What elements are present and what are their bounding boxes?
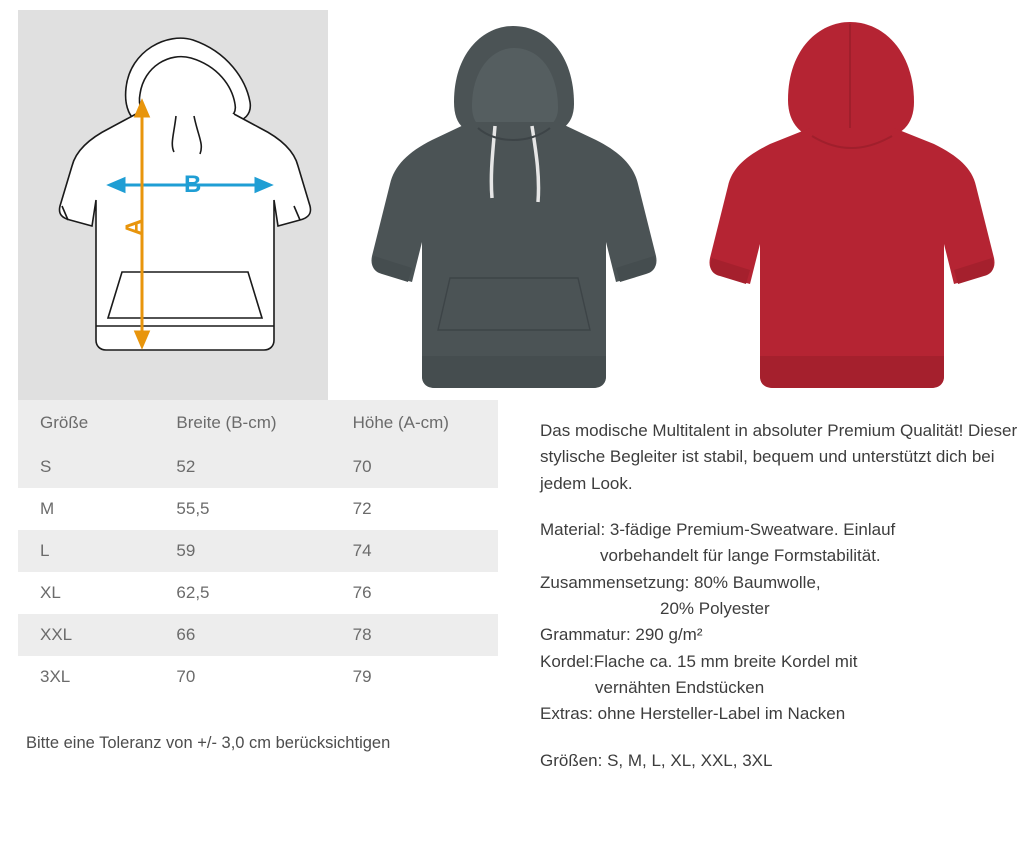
spacer: [540, 728, 1020, 748]
cell-height: 78: [352, 625, 372, 644]
hoodie-back-image: [688, 10, 1008, 400]
cell-width: 55,5: [176, 499, 210, 518]
diagram-label-b: B: [184, 171, 202, 198]
table-row: [18, 656, 498, 698]
table-row: [18, 446, 498, 488]
cell-width: 52: [176, 457, 196, 476]
diagram-label-a: A: [121, 218, 148, 236]
table-header-height: Höhe (A-cm): [352, 413, 449, 432]
size-table: [18, 400, 498, 698]
cell-width: 70: [176, 667, 196, 686]
product-images-strip: [0, 0, 1024, 400]
description-extras: Extras: ohne Hersteller-Label im Nacken: [540, 704, 846, 724]
details-section: [0, 400, 1024, 774]
description-intro: Das modische Multitalent in absoluter Premium Qualität! Dieser stylische Begleiter ist stabil, bequem und unterstützt dich bei jedem Look.: [540, 421, 1018, 493]
description-material-line1: Material: 3-fädige Premium-Sweatware. Einlauf: [540, 520, 896, 540]
measurement-diagram-panel: [18, 10, 328, 400]
description-sizes: Größen: S, M, L, XL, XXL, 3XL: [540, 750, 773, 770]
description-composition-line1: Zusammensetzung: 80% Baumwolle,: [540, 572, 821, 592]
cell-height: 74: [352, 541, 372, 560]
description-composition-line2: 20% Polyester: [660, 599, 770, 619]
hoodie-measure-diagram-icon: [18, 10, 328, 400]
cell-width: 62,5: [176, 583, 210, 602]
hoodie-front-icon: [350, 10, 670, 400]
cell-height: 79: [352, 667, 372, 686]
spacer: [540, 497, 1020, 517]
table-row: [18, 488, 498, 530]
cell-height: 76: [352, 583, 372, 602]
cell-width: 59: [176, 541, 196, 560]
cell-height: 72: [352, 499, 372, 518]
cell-size: XXL: [40, 625, 73, 644]
hoodie-back-icon: [688, 10, 1008, 400]
table-row: [18, 572, 498, 614]
description-cord-line1: Kordel:Flache ca. 15 mm breite Kordel mit: [540, 651, 858, 671]
cell-width: 66: [176, 625, 196, 644]
size-table-column: [18, 400, 518, 774]
product-description-column: [540, 400, 1020, 774]
cell-size: L: [40, 541, 50, 560]
cell-size: M: [40, 499, 55, 518]
cell-size: XL: [40, 583, 61, 602]
hoodie-front-image: [350, 10, 670, 400]
table-row: [18, 530, 498, 572]
description-material-line2: vorbehandelt für lange Formstabilität.: [600, 546, 881, 566]
table-header-row: [18, 400, 498, 446]
table-header-size: Größe: [40, 413, 89, 432]
cell-height: 70: [352, 457, 372, 476]
description-cord-line2: vernähten Endstücken: [595, 678, 765, 698]
tolerance-note: Bitte eine Toleranz von +/- 3,0 cm berücksichtigen: [26, 734, 391, 752]
table-header-width: Breite (B-cm): [176, 413, 277, 432]
description-weight: Grammatur: 290 g/m²: [540, 625, 703, 645]
cell-size: S: [40, 457, 52, 476]
table-row: [18, 614, 498, 656]
cell-size: 3XL: [40, 667, 71, 686]
